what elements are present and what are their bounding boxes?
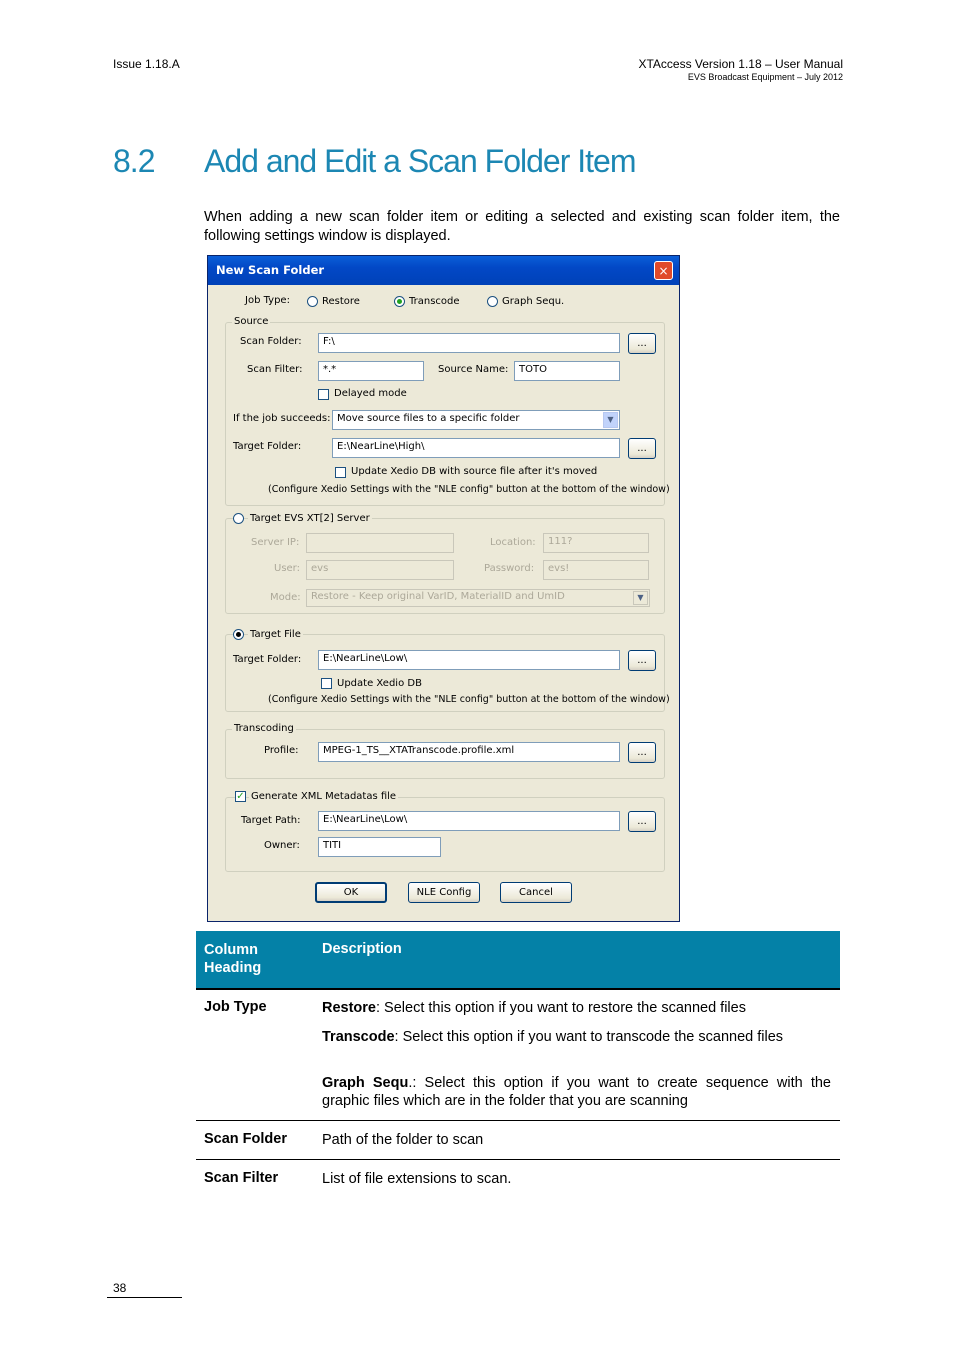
- succeeds-select-value: Move source files to a specific folder: [337, 413, 520, 424]
- update-xedio-target-label: Update Xedio DB: [337, 678, 422, 689]
- graph-term: Graph Sequ: [322, 1075, 409, 1091]
- job-type-transcode-desc: [322, 1028, 831, 1046]
- restore-text: : Select this option if you want to restore the scanned files: [376, 1000, 746, 1016]
- ok-button[interactable]: OK: [315, 882, 387, 903]
- section-number: 8.2: [113, 143, 155, 179]
- radio-transcode-label: Transcode: [409, 296, 460, 307]
- generate-xml-label: Generate XML Metadatas file: [251, 791, 397, 802]
- generate-xml-checkbox[interactable]: ✓: [236, 791, 245, 802]
- xml-metadata-group: [225, 797, 665, 872]
- owner-input[interactable]: TITI: [318, 837, 441, 857]
- source-group-label: Source: [234, 316, 269, 327]
- succeeds-select[interactable]: [332, 410, 620, 430]
- radio-restore[interactable]: [307, 296, 318, 307]
- restore-term: Restore: [322, 1000, 376, 1016]
- scan-filter-label: Scan Filter:: [247, 364, 303, 375]
- row-heading-scan-folder: Scan Folder: [204, 1131, 287, 1147]
- target-file-folder-input[interactable]: E:\NearLine\Low\: [318, 650, 620, 670]
- dialog-title: New Scan Folder: [216, 263, 325, 277]
- document-header: [638, 57, 843, 82]
- succeeds-label: If the job succeeds:: [233, 413, 331, 424]
- source-name-input[interactable]: TOTO: [514, 361, 620, 381]
- dialog-titlebar: [208, 256, 679, 285]
- manual-title: XTAccess Version 1.18 – User Manual: [638, 57, 843, 71]
- target-path-input[interactable]: E:\NearLine\Low\: [318, 811, 620, 831]
- row-heading-scan-filter: Scan Filter: [204, 1170, 279, 1186]
- column-heading-header: Column Heading: [204, 942, 262, 976]
- scan-folder-browse-button[interactable]: ...: [628, 333, 656, 354]
- job-type-label: Job Type:: [245, 295, 290, 306]
- chevron-down-icon[interactable]: ▼: [603, 412, 618, 428]
- scan-folder-desc: Path of the folder to scan: [322, 1132, 484, 1148]
- transcode-text: : Select this option if you want to transcode the scanned files: [394, 1029, 784, 1045]
- job-type-restore-desc: [322, 999, 831, 1017]
- scan-filter-input[interactable]: *.*: [318, 361, 424, 381]
- delayed-mode-checkbox[interactable]: [318, 389, 329, 400]
- profile-label: Profile:: [264, 745, 299, 756]
- target-file-folder-label: Target Folder:: [233, 654, 302, 665]
- company-date: EVS Broadcast Equipment – July 2012: [687, 72, 843, 82]
- mode-select-value: Restore - Keep original VarID, MaterialID and UmID: [311, 591, 565, 602]
- scan-folder-input[interactable]: F:\: [318, 333, 620, 353]
- table-divider: [196, 1120, 840, 1121]
- source-target-folder-browse-button[interactable]: ...: [628, 438, 656, 459]
- issue-label: Issue 1.18.A: [113, 57, 180, 71]
- table-header: [196, 931, 840, 988]
- target-file-browse-button[interactable]: ...: [628, 650, 656, 671]
- close-icon[interactable]: ×: [654, 261, 673, 280]
- target-path-label: Target Path:: [241, 815, 301, 826]
- page-number: 38: [113, 1281, 127, 1295]
- nle-config-button[interactable]: NLE Config: [408, 882, 480, 903]
- delayed-mode-label: Delayed mode: [334, 388, 407, 399]
- graph-text: .: Select this option if you want to create sequence with the graphic files which are in the folder that you are scanning: [322, 1075, 831, 1109]
- description-header: Description: [322, 941, 402, 957]
- chevron-down-icon[interactable]: ▼: [633, 591, 648, 605]
- password-label: Password:: [484, 563, 535, 574]
- radio-transcode[interactable]: [394, 296, 405, 307]
- source-name-label: Source Name:: [438, 364, 509, 375]
- scan-folder-label: Scan Folder:: [240, 336, 302, 347]
- radio-graph-sequ-label: Graph Sequ.: [502, 296, 565, 307]
- mode-select[interactable]: [306, 589, 650, 607]
- server-ip-input[interactable]: [306, 533, 454, 553]
- scan-filter-desc: List of file extensions to scan.: [322, 1171, 512, 1187]
- intro-paragraph: When adding a new scan folder item or editing a selected and existing scan folder item, the following settings window is displayed.: [204, 209, 840, 244]
- evs-group-label: Target EVS XT[2] Server: [250, 513, 370, 524]
- radio-restore-label: Restore: [322, 296, 360, 307]
- location-input[interactable]: 111?: [543, 533, 649, 553]
- source-target-folder-label: Target Folder:: [233, 441, 302, 452]
- cancel-button[interactable]: Cancel: [500, 882, 572, 903]
- user-input[interactable]: evs: [306, 560, 454, 580]
- source-xedio-note: (Configure Xedio Settings with the "NLE config" button at the bottom of the window): [268, 484, 670, 495]
- location-label: Location:: [490, 537, 536, 548]
- row-heading-job-type: Job Type: [204, 999, 267, 1015]
- profile-browse-button[interactable]: ...: [628, 742, 656, 763]
- radio-target-file[interactable]: [233, 629, 244, 640]
- server-ip-label: Server IP:: [251, 537, 300, 548]
- profile-input[interactable]: MPEG-1_TS__XTATranscode.profile.xml: [318, 742, 620, 762]
- new-scan-folder-dialog: [207, 255, 680, 922]
- radio-graph-sequ[interactable]: [487, 296, 498, 307]
- footer-rule: [107, 1297, 182, 1298]
- transcoding-group-label: Transcoding: [234, 723, 294, 734]
- radio-target-evs[interactable]: [233, 513, 244, 524]
- update-xedio-source-checkbox[interactable]: [335, 467, 346, 478]
- job-type-graph-desc: [322, 1074, 831, 1110]
- table-divider: [196, 988, 840, 990]
- owner-label: Owner:: [264, 840, 300, 851]
- target-file-xedio-note: (Configure Xedio Settings with the "NLE config" button at the bottom of the window): [268, 694, 670, 705]
- mode-label: Mode:: [270, 592, 301, 603]
- target-path-browse-button[interactable]: ...: [628, 811, 656, 832]
- password-input[interactable]: evs!: [543, 560, 649, 580]
- section-title: Add and Edit a Scan Folder Item: [204, 143, 636, 179]
- dialog-body: [211, 285, 674, 918]
- update-xedio-source-label: Update Xedio DB with source file after it's moved: [351, 466, 598, 477]
- user-label: User:: [274, 563, 300, 574]
- update-xedio-target-checkbox[interactable]: [321, 678, 332, 689]
- source-target-folder-input[interactable]: E:\NearLine\High\: [332, 438, 620, 458]
- target-file-group-label: Target File: [250, 629, 301, 640]
- table-divider: [196, 1159, 840, 1160]
- transcode-term: Transcode: [322, 1029, 395, 1045]
